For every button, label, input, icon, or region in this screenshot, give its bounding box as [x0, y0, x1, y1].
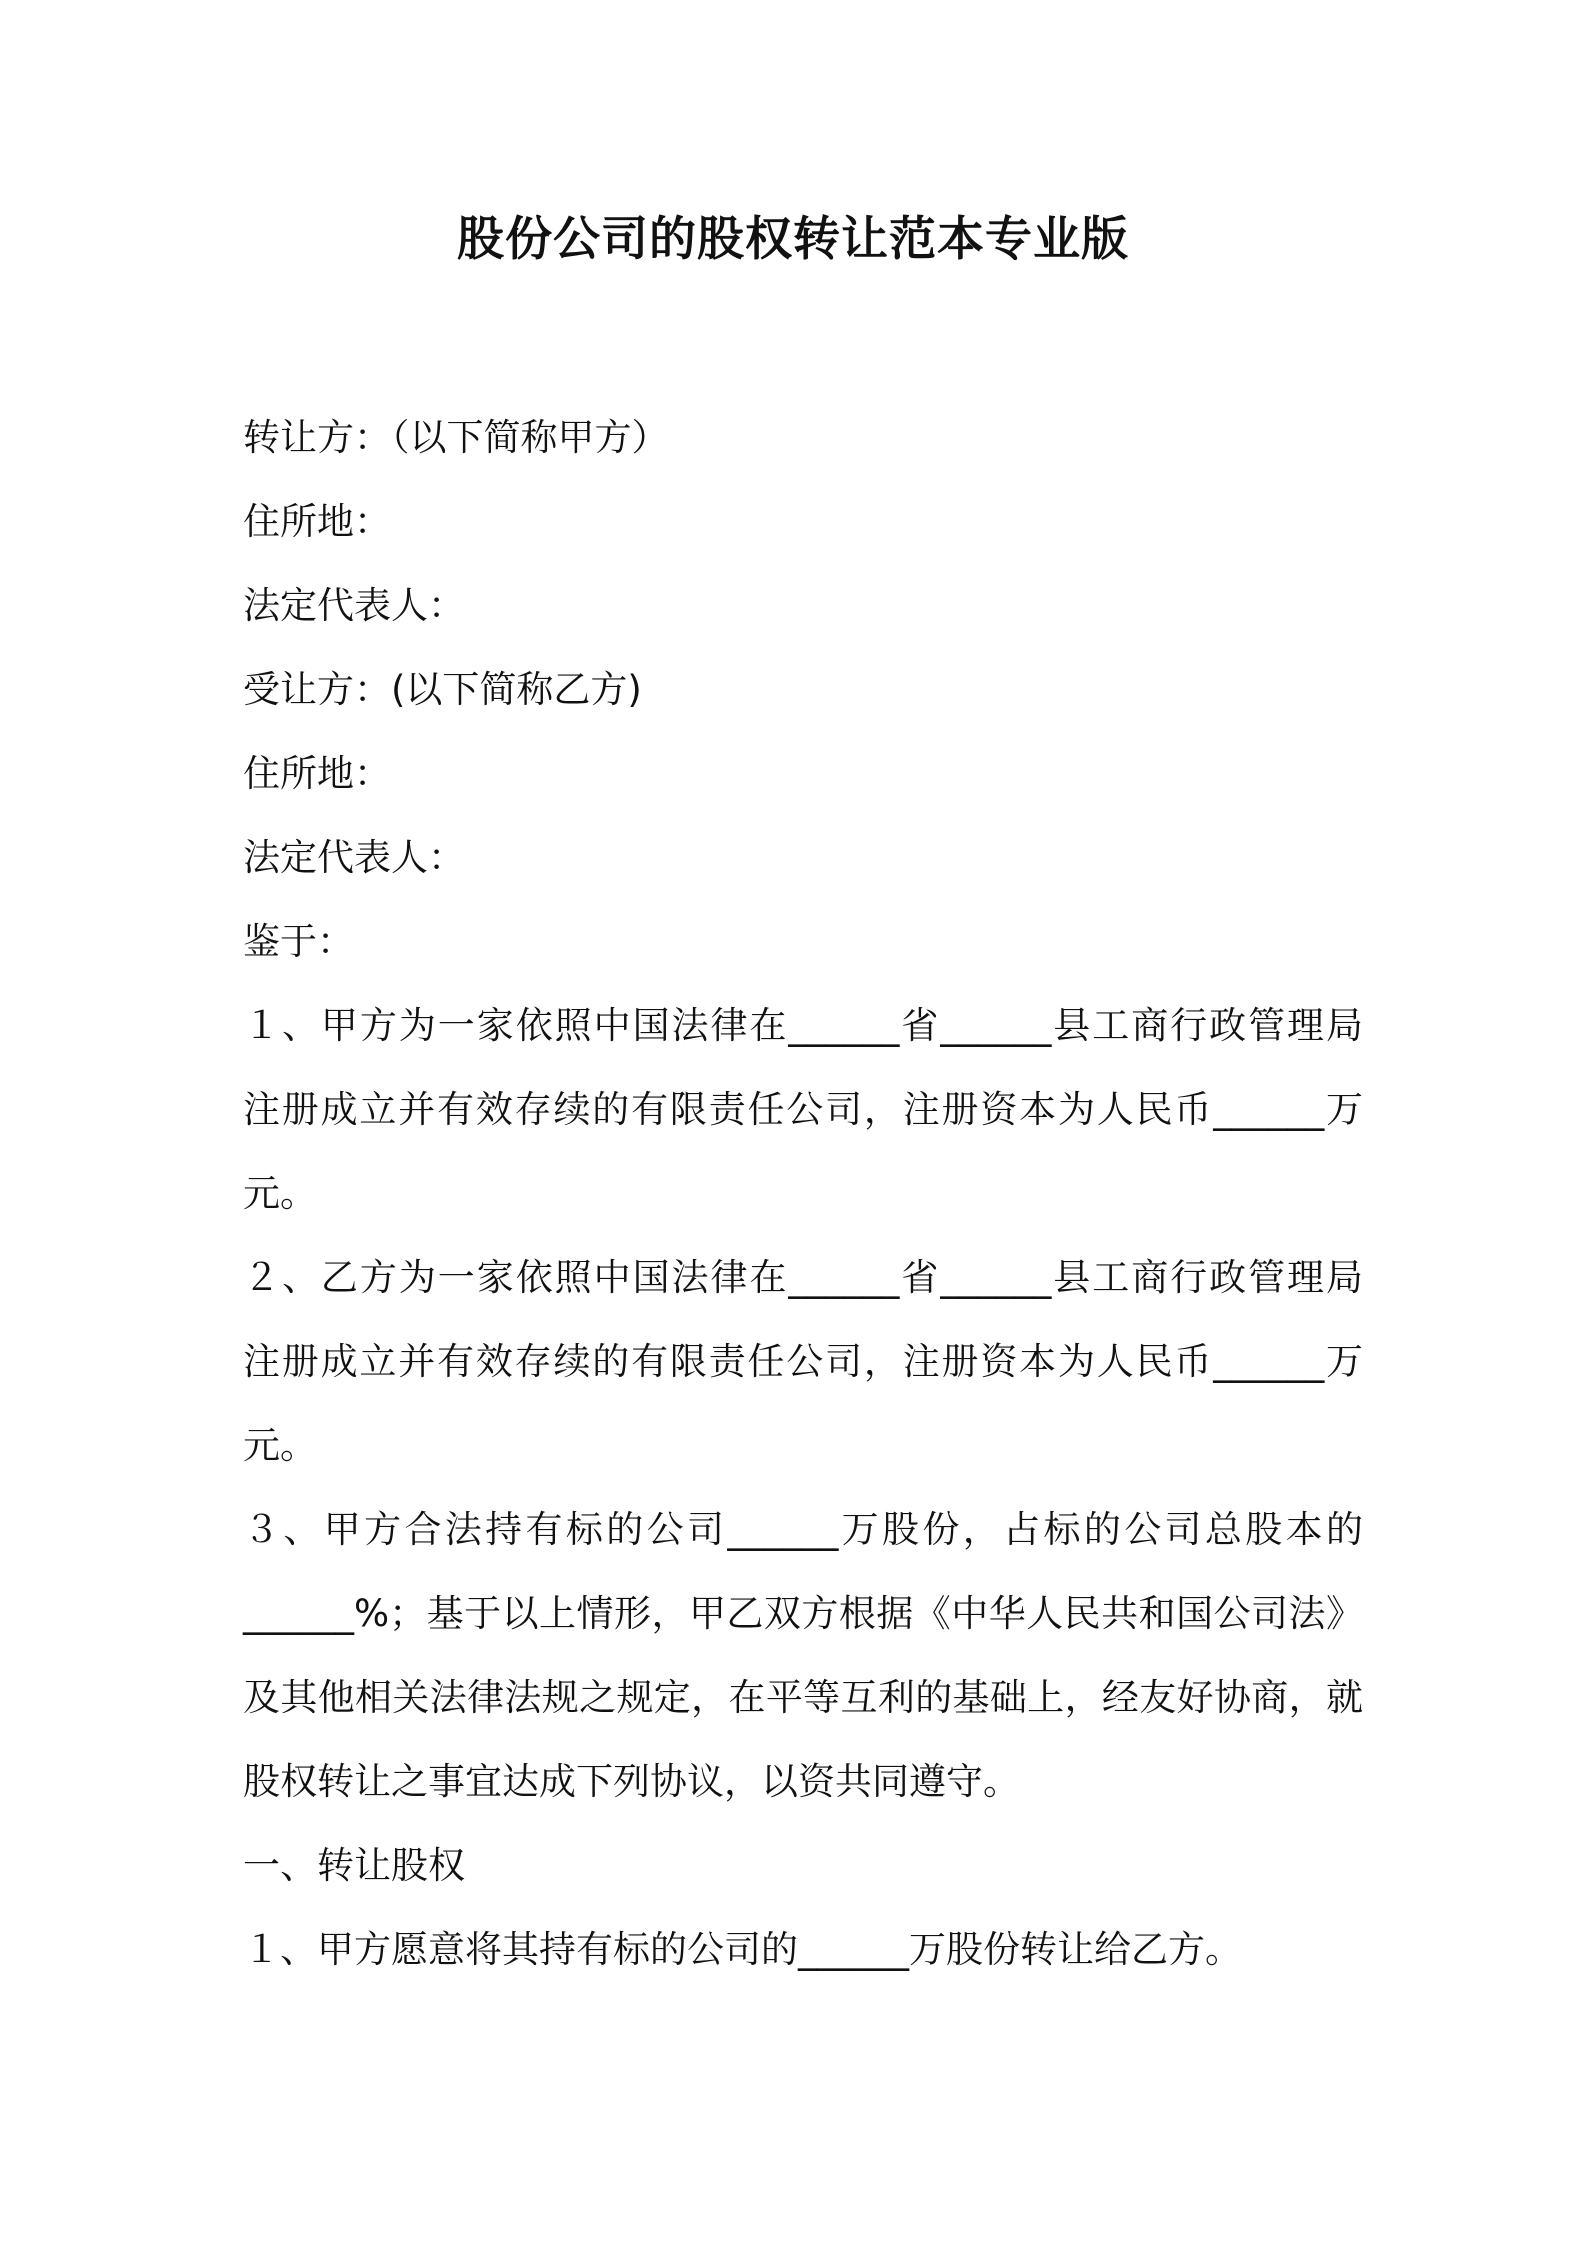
clause-3-line-1: ３、甲方合法持有标的公司______万股份，占标的公司总股本的	[243, 1508, 1363, 1551]
transferee-line: 受让方：(以下简称乙方)	[243, 668, 642, 711]
clause-1-line-2: 注册成立并有效存续的有限责任公司，注册资本为人民币______万	[243, 1088, 1363, 1131]
transferee-address-line: 住所地：	[243, 752, 391, 795]
clause-1-line-1: １、甲方为一家依照中国法律在______省______县工商行政管理局	[243, 1004, 1363, 1047]
transferor-line: 转让方：（以下简称甲方）	[243, 416, 669, 459]
transferee-representative-line: 法定代表人：	[243, 836, 465, 879]
clause-2-line-3: 元。	[243, 1424, 317, 1467]
section-transfer-equity-heading: 一、转让股权	[243, 1844, 465, 1887]
clause-3-line-3: 及其他相关法律法规之规定，在平等互利的基础上，经友好协商，就	[243, 1676, 1363, 1719]
section-transfer-equity-item-1: １、甲方愿意将其持有标的公司的______万股份转让给乙方。	[243, 1928, 1242, 1971]
clause-2-line-1: ２、乙方为一家依照中国法律在______省______县工商行政管理局	[243, 1256, 1363, 1299]
clause-1-line-3: 元。	[243, 1172, 317, 1215]
whereas-heading: 鉴于：	[243, 920, 354, 963]
clause-3-line-2: ______%；基于以上情形，甲乙双方根据《中华人民共和国公司法》	[243, 1592, 1363, 1635]
transferor-representative-line: 法定代表人：	[243, 584, 465, 627]
document-title: 股份公司的股权转让范本专业版	[457, 212, 1129, 267]
clause-3-line-4: 股权转让之事宜达成下列协议，以资共同遵守。	[243, 1760, 1020, 1803]
transferor-address-line: 住所地：	[243, 500, 391, 543]
clause-2-line-2: 注册成立并有效存续的有限责任公司，注册资本为人民币______万	[243, 1340, 1363, 1383]
